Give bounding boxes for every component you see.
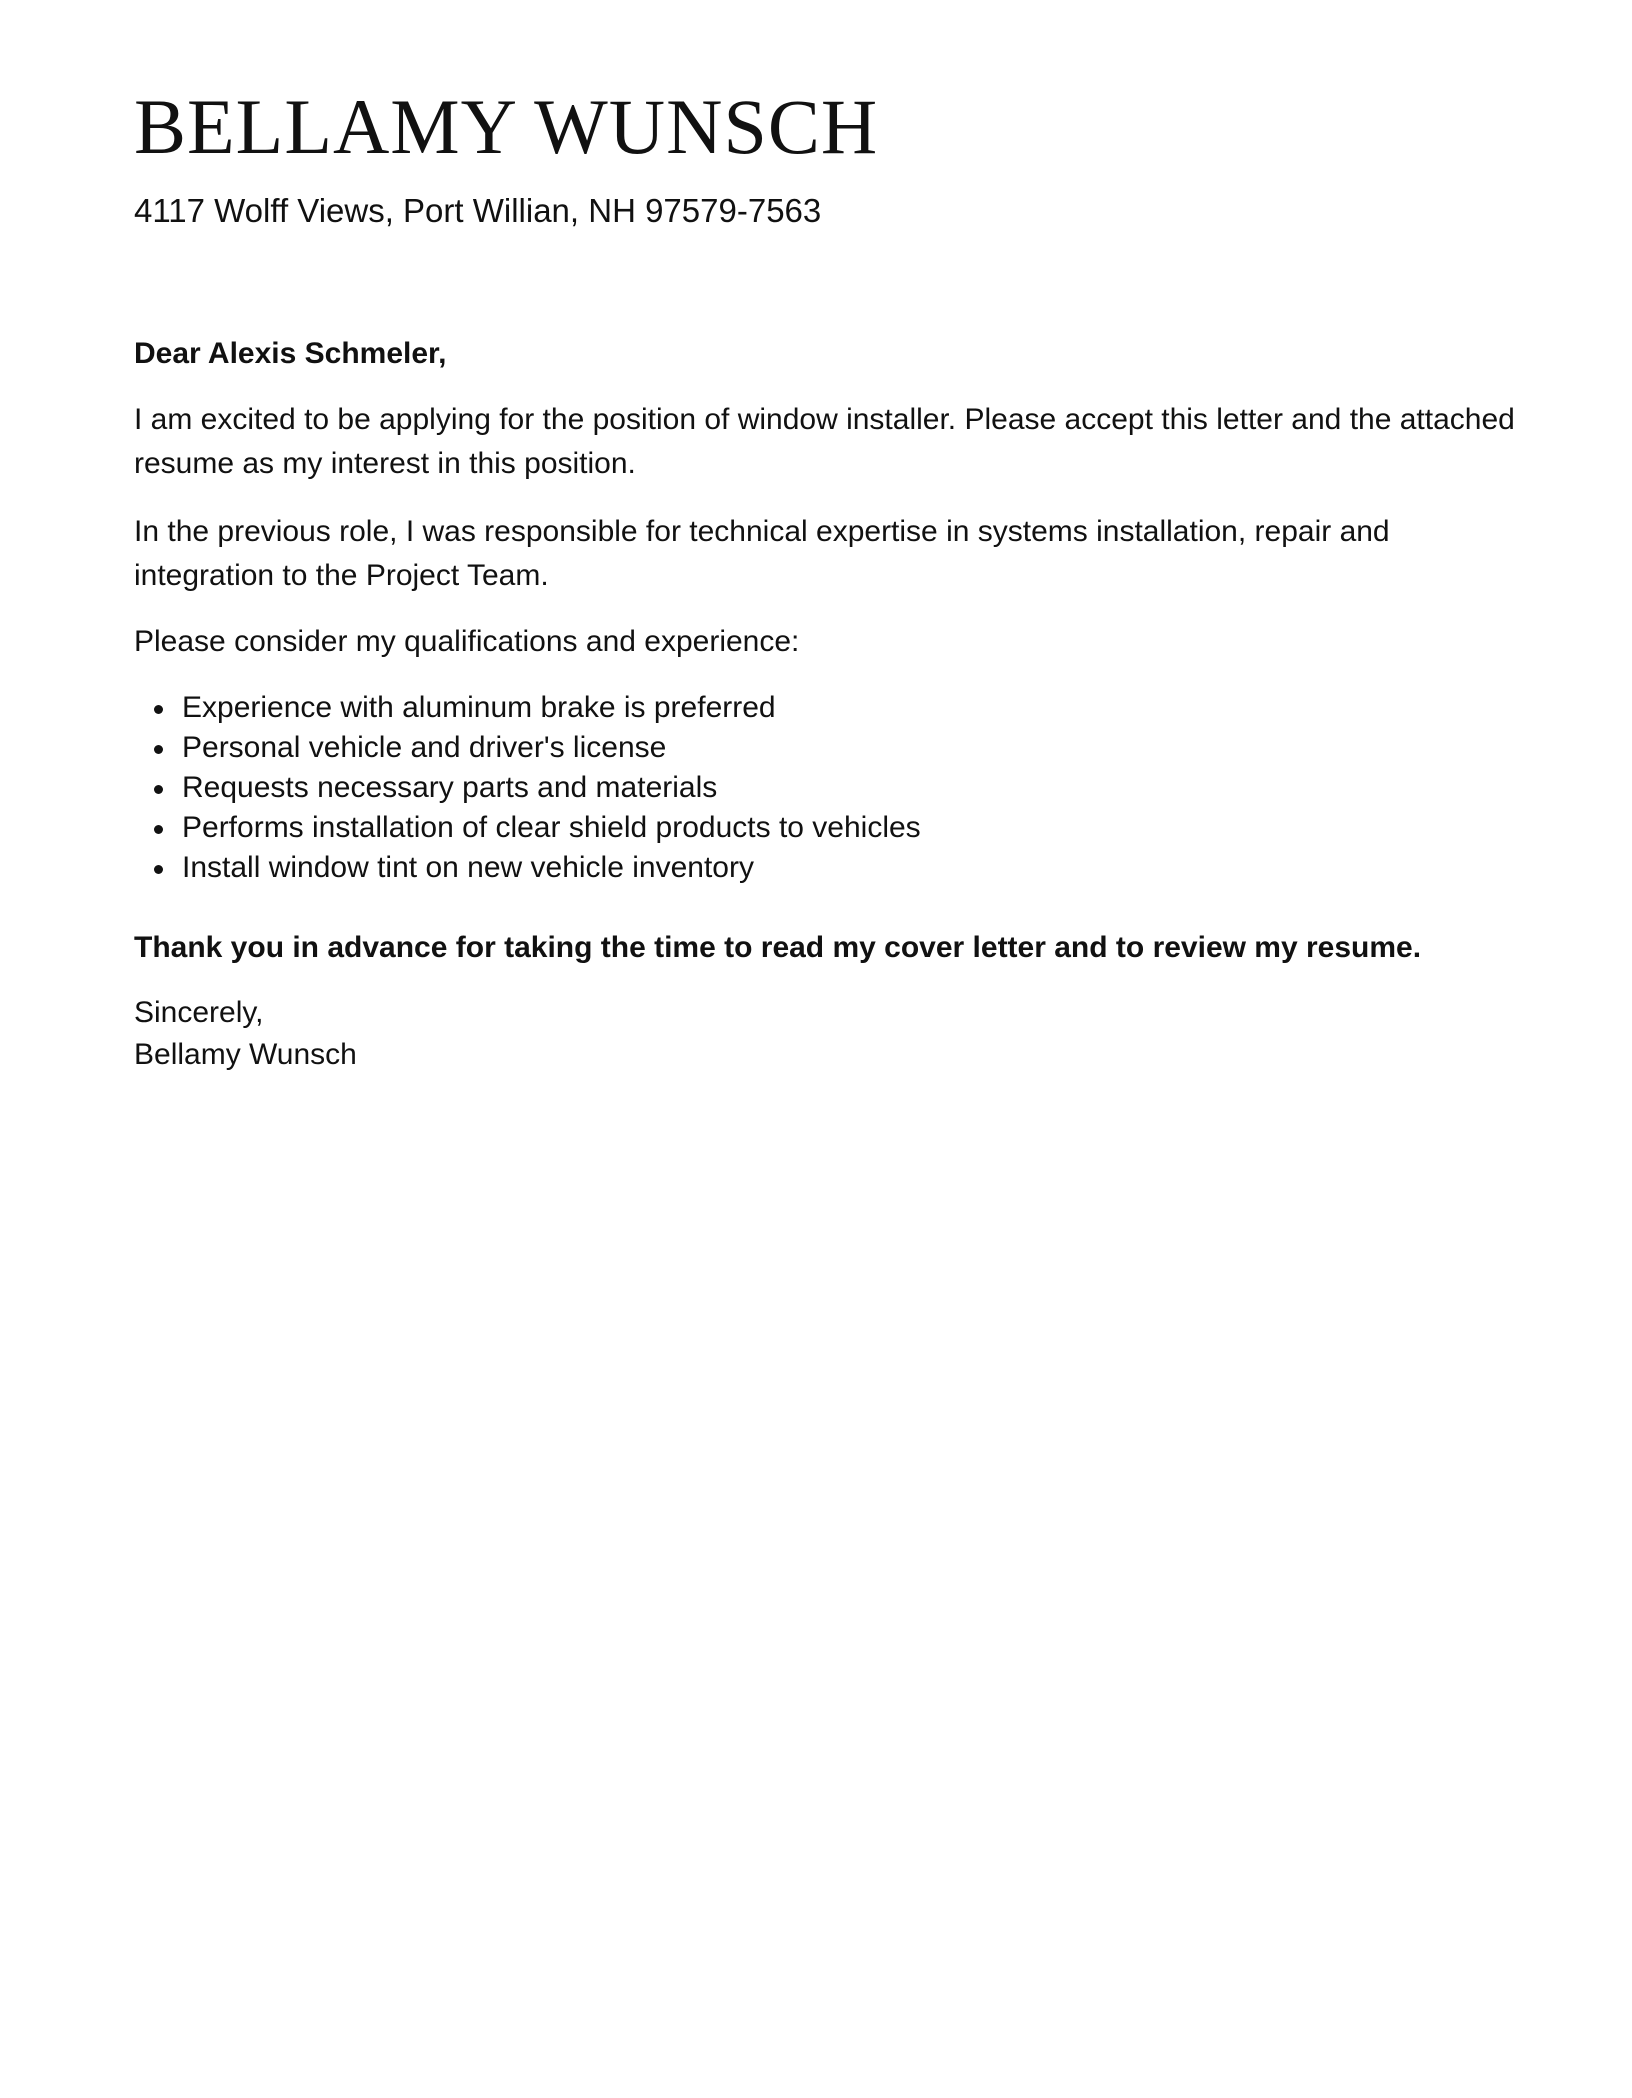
list-item	[182, 728, 1534, 768]
bullet-icon	[154, 785, 163, 794]
applicant-name: BELLAMY WUNSCH	[134, 83, 879, 170]
bullet-icon	[154, 825, 163, 834]
bullet-icon	[154, 705, 163, 714]
list-item-text: Experience with aluminum brake is preferred	[182, 691, 776, 724]
list-item	[182, 848, 1534, 888]
bullet-icon	[154, 865, 163, 874]
list-item-text: Personal vehicle and driver's license	[182, 731, 667, 764]
list-item-text: Requests necessary parts and materials	[182, 771, 718, 804]
signature-name: Bellamy Wunsch	[134, 1038, 357, 1071]
list-item-text: Performs installation of clear shield products to vehicles	[182, 811, 921, 844]
signoff	[134, 992, 1534, 1076]
qualifications-intro: Please consider my qualifications and experience:	[134, 625, 800, 658]
bullet-icon	[154, 745, 163, 754]
list-item	[182, 808, 1534, 848]
applicant-address: 4117 Wolff Views, Port Willian, NH 97579-7563	[134, 192, 822, 229]
letter-content	[134, 82, 1534, 1076]
thank-you-line: Thank you in advance for taking the time to read my cover letter and to review my resume.	[134, 931, 1422, 964]
paragraph-previous-role: In the previous role, I was responsible for technical expertise in systems installation, repair and integration to the Project Team.	[134, 515, 1390, 592]
paragraph-opening: I am excited to be applying for the position of window installer. Please accept this letter and the attached resume as my interest in this position.	[134, 403, 1515, 480]
list-item-text: Install window tint on new vehicle inventory	[182, 851, 754, 884]
qualifications-list	[134, 688, 1534, 888]
list-item	[182, 768, 1534, 808]
closing-word: Sincerely,	[134, 996, 264, 1029]
salutation: Dear Alexis Schmeler,	[134, 337, 447, 370]
list-item	[182, 688, 1534, 728]
